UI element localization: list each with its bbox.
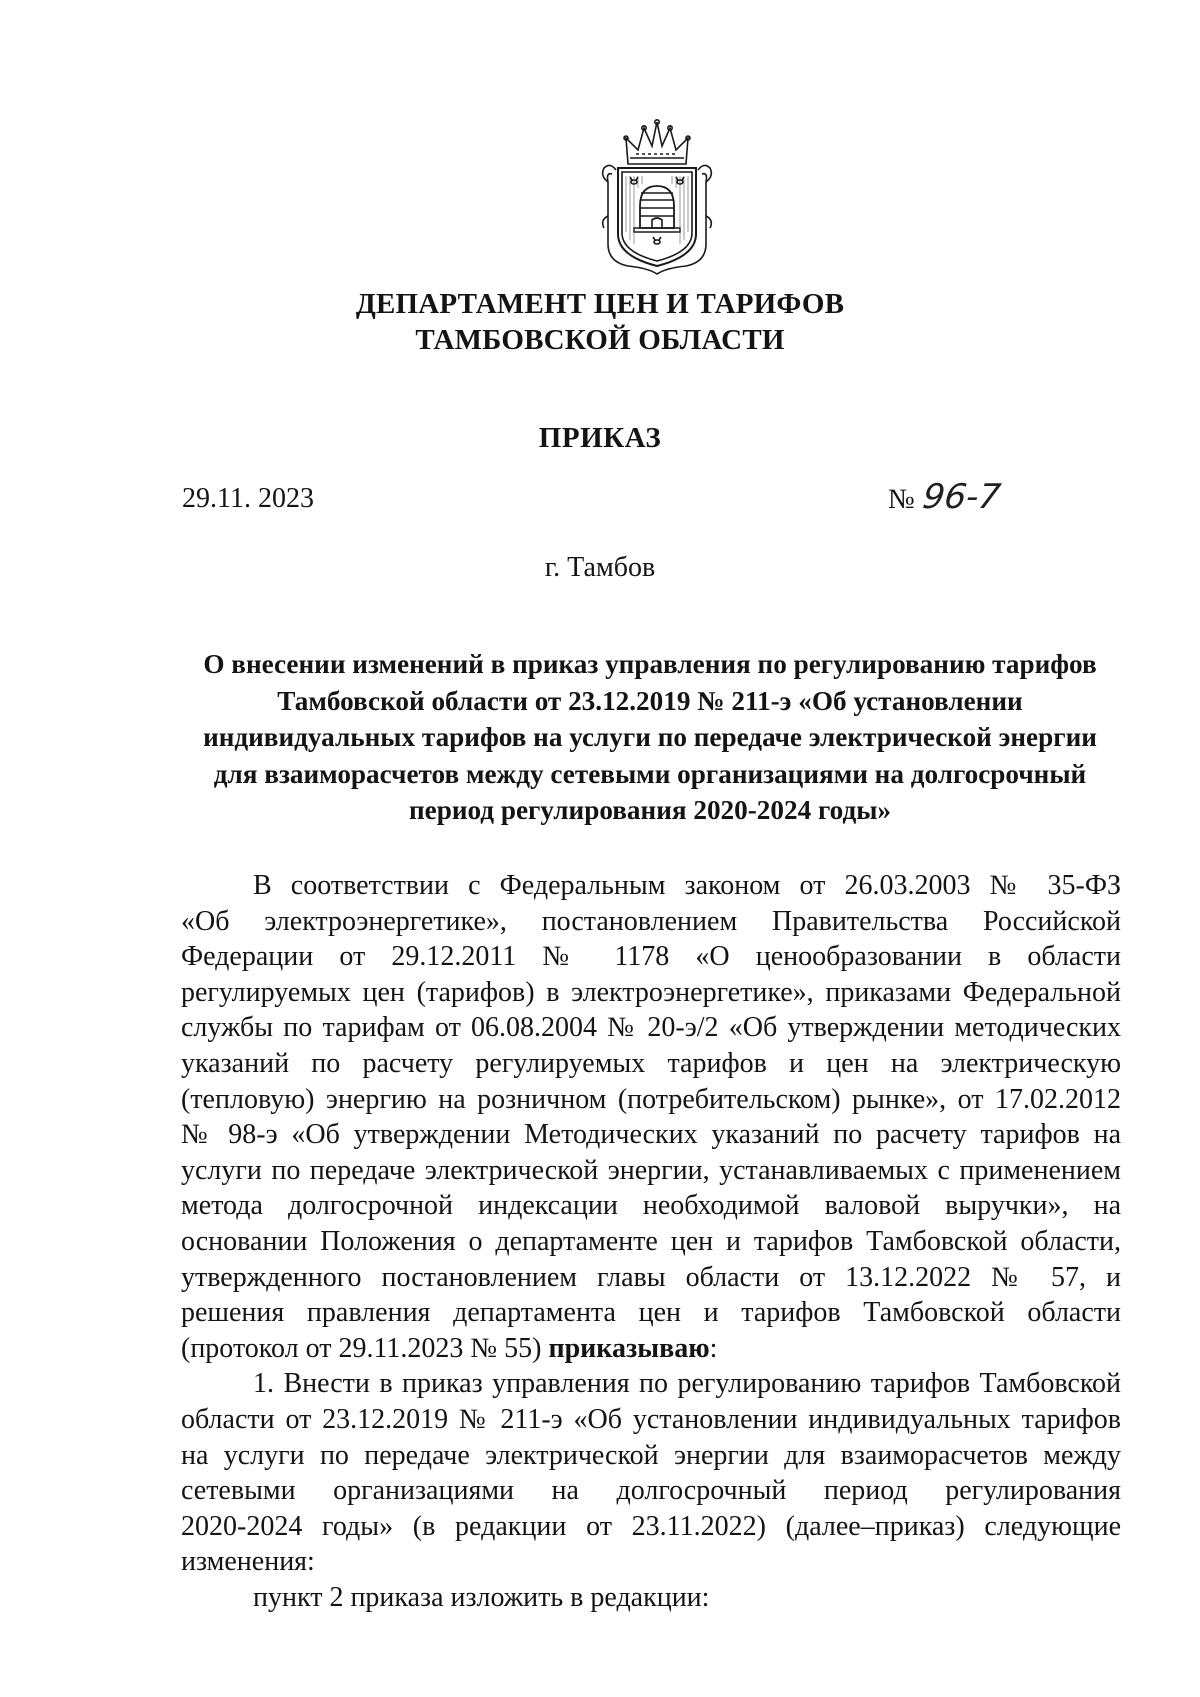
subject-line: Тамбовской области от 23.12.2019 № 211-э «Об установлении: [277, 685, 1023, 716]
body-line: 2020-2024 годы» (в редакции от 23.11.2022) (далее–приказ) следующие: [181, 1510, 1121, 1542]
coat-of-arms-emblem: [598, 116, 716, 276]
body-line: 1. Внести в приказ управления по регулированию тарифов Тамбовской: [253, 1368, 1121, 1400]
body-line: изменения:: [181, 1546, 315, 1578]
subject-line: период регулирования 2020-2024 годы»: [408, 795, 892, 826]
subject-line: для взаиморасчетов между сетевыми организациями на долгосрочный: [213, 758, 1087, 789]
document-type-title: ПРИКАЗ: [538, 422, 662, 454]
document-date: 29.11. 2023: [182, 483, 314, 514]
body-line: услуги по передаче электрической энергии, устанавливаемых с применением: [181, 1154, 1121, 1186]
body-line: области от 23.12.2019 № 211-э «Об установлении индивидуальных тарифов: [181, 1403, 1121, 1435]
colon: :: [709, 1332, 718, 1364]
department-name-line-2: ТАМБОВСКОЙ ОБЛАСТИ: [415, 324, 785, 356]
body-line: решения правления департамента цен и тарифов Тамбовской области: [181, 1297, 1121, 1329]
body-line: В соответствии с Федеральным законом от 26.03.2003 № 35-ФЗ: [253, 870, 1121, 901]
body-line: основании Положения о департаменте цен и тарифов Тамбовской области,: [181, 1225, 1121, 1257]
body-line: № 98-э «Об утверждении Методических указаний по расчету тарифов на: [181, 1119, 1121, 1151]
body-line: указаний по расчету регулируемых тарифов и цен на электрическую: [181, 1047, 1121, 1079]
body-line: Федерации от 29.12.2011 № 1178 «О ценообразовании в области: [181, 941, 1121, 973]
protocol-reference: (протокол от 29.11.2023 № 55): [181, 1332, 549, 1364]
number-sign: №: [888, 484, 915, 515]
body-line: регулируемых цен (тарифов) в электроэнергетике», приказами Федеральной: [181, 976, 1121, 1008]
order-verb: приказываю: [548, 1332, 710, 1364]
body-line: утвержденного постановлением главы области от 13.12.2022 № 57, и: [181, 1261, 1121, 1293]
document-subject: [178, 646, 1122, 829]
subject-line: индивидуальных тарифов на услуги по передаче электрической энергии: [203, 722, 1097, 753]
body-line: метода долгосрочной индексации необходимой валовой выручки», на: [181, 1190, 1121, 1222]
document-body: [181, 868, 1121, 1615]
document-number: [888, 477, 1003, 518]
department-name-line-1: ДЕПАРТАМЕНТ ЦЕН И ТАРИФОВ: [355, 288, 845, 320]
handwritten-number: 96-7: [919, 477, 1003, 517]
body-line: сетевыми организациями на долгосрочный период регулирования: [181, 1475, 1121, 1507]
body-line: на услуги по передаче электрической энергии для взаиморасчетов между: [181, 1439, 1121, 1471]
body-line: (тепловую) энергию на розничном (потребительском) рынке», от 17.02.2012: [181, 1083, 1121, 1115]
document-city: г. Тамбов: [544, 552, 656, 583]
body-line: службы по тарифам от 06.08.2004 № 20-э/2 «Об утверждении методических: [181, 1012, 1121, 1044]
body-line: «Об электроэнергетике», постановлением Правительства Российской: [181, 905, 1121, 937]
body-line-final: [181, 1331, 1121, 1367]
body-line: пункт 2 приказа изложить в редакции:: [253, 1581, 710, 1613]
subject-line: О внесении изменений в приказ управления по регулированию тарифов: [203, 649, 1097, 679]
